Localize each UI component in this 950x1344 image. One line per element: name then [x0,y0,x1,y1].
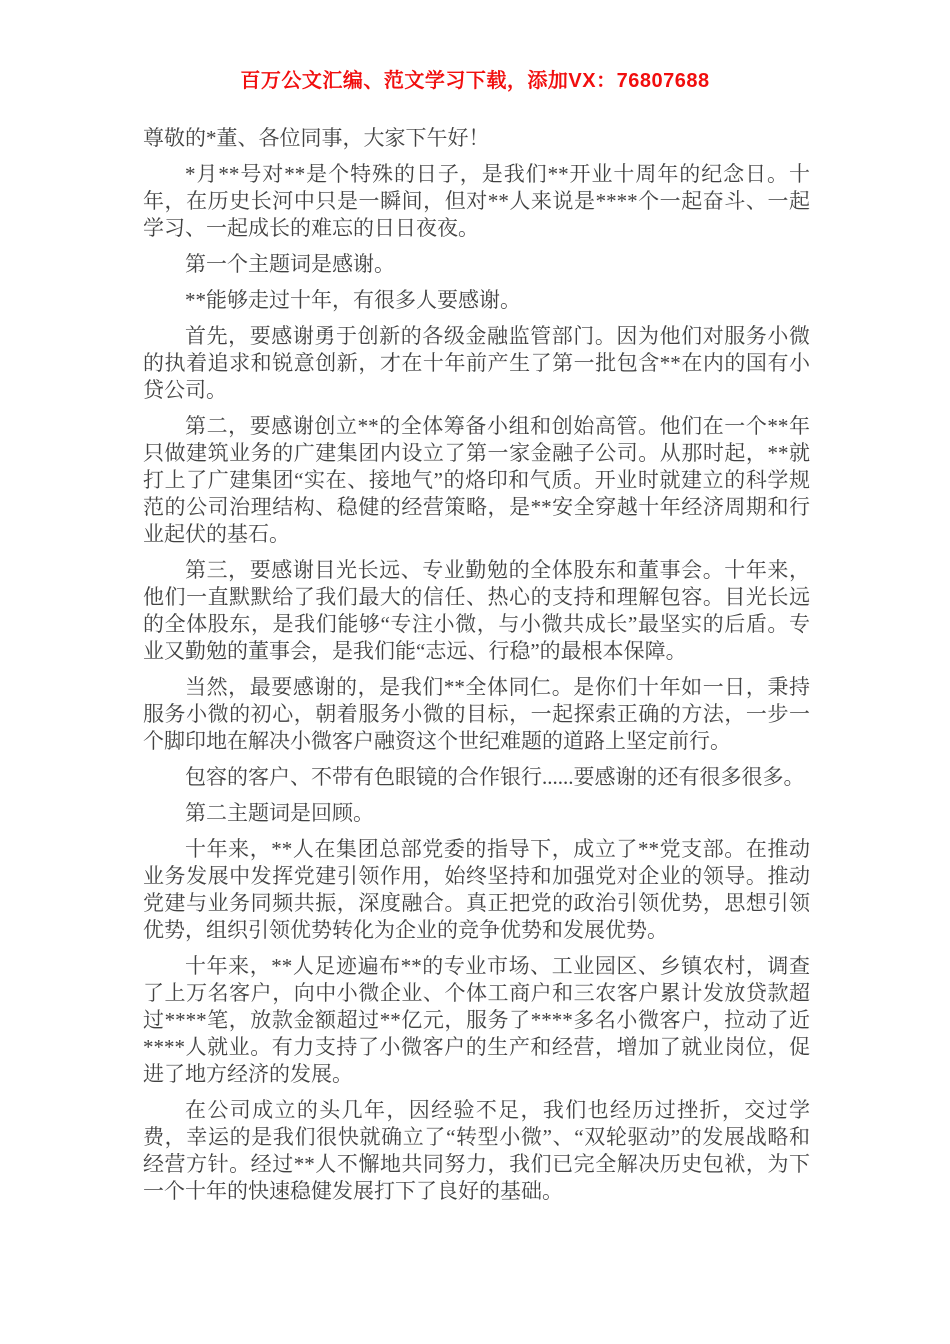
paragraph: **能够走过十年，有很多人要感谢。 [185,288,521,312]
paragraph: 十年来，**人足迹遍布**的专业市场、工业园区、乡镇农村，调查了上万名客户，向中小微企业、个体工商户和三农客户累计发放贷款超过****笔，放款金额超过**亿元，服务了****多名小微客户，拉动了近****人就业。有力支持了小微客户的生产和经营，增加了就业岗位，促进了地方经济的发展。 [143,954,810,1086]
document-body [143,125,810,1214]
paragraph: 十年来，**人在集团总部党委的指导下，成立了**党支部。在推动业务发展中发挥党建引领作用，始终坚持和加强党对企业的领导。推动党建与业务同频共振，深度融合。真正把党的政治引领优势，思想引领优势，组织引领优势转化为企业的竞争优势和发展优势。 [143,837,810,942]
promo-header: 百万公文汇编、范文学习下载，添加VX：76807688 [240,70,710,92]
paragraph: *月**号对**是个特殊的日子，是我们**开业十周年的纪念日。十年，在历史长河中只是一瞬间，但对**人来说是****个一起奋斗、一起学习、一起成长的难忘的日日夜夜。 [143,162,810,240]
paragraph: 首先，要感谢勇于创新的各级金融监管部门。因为他们对服务小微的执着追求和锐意创新，才在十年前产生了第一批包含**在内的国有小贷公司。 [143,324,810,402]
paragraph-greeting: 尊敬的*董、各位同事，大家下午好！ [143,126,490,150]
paragraph: 第二，要感谢创立**的全体筹备小组和创始高管。他们在一个**年只做建筑业务的广建集团内设立了第一家金融子公司。从那时起，**就打上了广建集团“实在、接地气”的烙印和气质。开业时就建立的科学规范的公司治理结构、稳健的经营策略，是**安全穿越十年经济周期和行业起伏的基石。 [143,414,810,546]
paragraph: 第一个主题词是感谢。 [185,252,395,276]
paragraph: 第二主题词是回顾。 [185,801,374,825]
paragraph: 当然，最要感谢的，是我们**全体同仁。是你们十年如一日，秉持服务小微的初心，朝着服务小微的目标，一起探索正确的方法，一步一个脚印地在解决小微客户融资这个世纪难题的道路上坚定前行。 [143,675,810,753]
paragraph: 包容的客户、不带有色眼镜的合作银行......要感谢的还有很多很多。 [185,765,805,789]
paragraph: 在公司成立的头几年，因经验不足，我们也经历过挫折，交过学费，幸运的是我们很快就确立了“转型小微”、“双轮驱动”的发展战略和经营方针。经过**人不懈地共同努力，我们已完全解决历史包袱，为下一个十年的快速稳健发展打下了良好的基础。 [143,1098,810,1203]
paragraph: 第三，要感谢目光长远、专业勤勉的全体股东和董事会。十年来，他们一直默默给了我们最大的信任、热心的支持和理解包容。目光长远的全体股东，是我们能够“专注小微，与小微共成长”最坚实的后盾。专业又勤勉的董事会，是我们能“志远、行稳”的最根本保障。 [143,558,810,663]
